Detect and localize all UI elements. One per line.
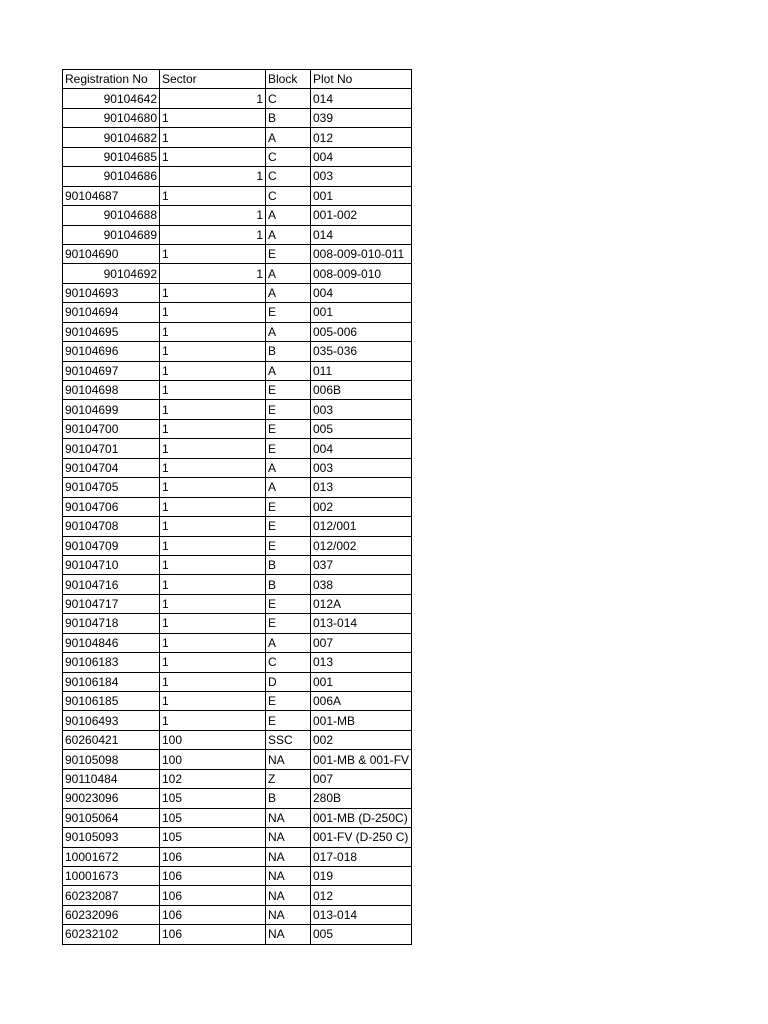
table-row <box>63 458 412 477</box>
table-row <box>63 303 412 322</box>
sector-cell: 1 <box>160 536 266 555</box>
registration-no-cell: 90105064 <box>63 808 160 827</box>
registration-no-cell: 90104685 <box>63 147 160 166</box>
plot-no-cell: 006A <box>311 692 412 711</box>
sector-cell: 106 <box>160 866 266 885</box>
registration-no-cell: 90104687 <box>63 186 160 205</box>
table-row <box>63 206 412 225</box>
sector-cell: 1 <box>160 89 266 108</box>
plot-no-cell: 013-014 <box>311 905 412 924</box>
table-row <box>63 555 412 574</box>
sector-cell: 105 <box>160 808 266 827</box>
sector-cell: 1 <box>160 517 266 536</box>
registration-no-cell: 90104692 <box>63 264 160 283</box>
sector-cell: 1 <box>160 244 266 263</box>
sector-cell: 1 <box>160 439 266 458</box>
sector-cell: 106 <box>160 886 266 905</box>
registration-no-cell: 90106493 <box>63 711 160 730</box>
plot-no-cell: 001-002 <box>311 206 412 225</box>
table-row <box>63 789 412 808</box>
table-row <box>63 283 412 302</box>
sector-cell: 1 <box>160 322 266 341</box>
registration-no-cell: 90104709 <box>63 536 160 555</box>
block-cell: E <box>266 497 311 516</box>
plot-no-cell: 005 <box>311 925 412 944</box>
table-row <box>63 478 412 497</box>
sector-cell: 100 <box>160 730 266 749</box>
registration-no-cell: 90105098 <box>63 750 160 769</box>
sector-cell: 1 <box>160 381 266 400</box>
block-cell: E <box>266 439 311 458</box>
table-row <box>63 186 412 205</box>
plot-no-cell: 006B <box>311 381 412 400</box>
registration-no-cell: 90104642 <box>63 89 160 108</box>
block-cell: Z <box>266 769 311 788</box>
table-row <box>63 750 412 769</box>
block-cell: E <box>266 711 311 730</box>
registration-no-cell: 10001673 <box>63 866 160 885</box>
block-cell: B <box>266 575 311 594</box>
plot-no-cell: 007 <box>311 633 412 652</box>
block-cell: C <box>266 186 311 205</box>
table-row <box>63 847 412 866</box>
sector-cell: 1 <box>160 672 266 691</box>
table-row <box>63 264 412 283</box>
block-cell: A <box>266 361 311 380</box>
registration-no-cell: 90106184 <box>63 672 160 691</box>
sector-cell: 1 <box>160 497 266 516</box>
block-cell: A <box>266 633 311 652</box>
table-row <box>63 925 412 944</box>
table-row <box>63 244 412 263</box>
plot-no-cell: 012 <box>311 128 412 147</box>
registration-no-cell: 60232102 <box>63 925 160 944</box>
table-row <box>63 439 412 458</box>
sector-cell: 1 <box>160 342 266 361</box>
sector-cell: 1 <box>160 633 266 652</box>
block-cell: B <box>266 108 311 127</box>
plot-no-cell: 008-009-010 <box>311 264 412 283</box>
header-row <box>63 70 412 89</box>
table-row <box>63 517 412 536</box>
registration-no-cell: 90104701 <box>63 439 160 458</box>
block-cell: NA <box>266 808 311 827</box>
sector-cell: 1 <box>160 478 266 497</box>
table-row <box>63 497 412 516</box>
plot-no-cell: 012A <box>311 594 412 613</box>
sector-cell: 1 <box>160 575 266 594</box>
block-cell: A <box>266 225 311 244</box>
block-cell: E <box>266 419 311 438</box>
table-row <box>63 905 412 924</box>
plot-no-cell: 035-036 <box>311 342 412 361</box>
registration-no-cell: 90104700 <box>63 419 160 438</box>
block-cell: NA <box>266 866 311 885</box>
sector-cell: 1 <box>160 264 266 283</box>
table-row <box>63 342 412 361</box>
registration-no-cell: 90104706 <box>63 497 160 516</box>
registration-no-cell: 90104689 <box>63 225 160 244</box>
table-row <box>63 400 412 419</box>
registration-no-cell: 60260421 <box>63 730 160 749</box>
sector-cell: 106 <box>160 905 266 924</box>
plot-no-cell: 280B <box>311 789 412 808</box>
plot-no-cell: 007 <box>311 769 412 788</box>
registration-no-cell: 90104697 <box>63 361 160 380</box>
table-row <box>63 381 412 400</box>
registration-no-cell: 60232096 <box>63 905 160 924</box>
table-row <box>63 653 412 672</box>
block-cell: A <box>266 128 311 147</box>
registration-table <box>62 69 412 945</box>
sector-cell: 1 <box>160 692 266 711</box>
sector-cell: 1 <box>160 108 266 127</box>
sector-cell: 1 <box>160 594 266 613</box>
plot-no-cell: 005-006 <box>311 322 412 341</box>
table-row <box>63 769 412 788</box>
plot-no-cell: 002 <box>311 497 412 516</box>
header-sector: Sector <box>160 70 266 89</box>
plot-no-cell: 001 <box>311 672 412 691</box>
block-cell: E <box>266 244 311 263</box>
block-cell: E <box>266 594 311 613</box>
registration-no-cell: 90104682 <box>63 128 160 147</box>
table-row <box>63 322 412 341</box>
sector-cell: 102 <box>160 769 266 788</box>
sector-cell: 1 <box>160 167 266 186</box>
registration-no-cell: 90104710 <box>63 555 160 574</box>
registration-no-cell: 90104705 <box>63 478 160 497</box>
registration-no-cell: 90104698 <box>63 381 160 400</box>
registration-no-cell: 90104717 <box>63 594 160 613</box>
table-row <box>63 711 412 730</box>
registration-no-cell: 90104688 <box>63 206 160 225</box>
plot-no-cell: 017-018 <box>311 847 412 866</box>
registration-no-cell: 90105093 <box>63 828 160 847</box>
block-cell: C <box>266 147 311 166</box>
sector-cell: 1 <box>160 206 266 225</box>
plot-no-cell: 013-014 <box>311 614 412 633</box>
header-registration-no: Registration No <box>63 70 160 89</box>
registration-no-cell: 90106183 <box>63 653 160 672</box>
block-cell: NA <box>266 925 311 944</box>
registration-no-cell: 90104694 <box>63 303 160 322</box>
plot-no-cell: 037 <box>311 555 412 574</box>
plot-no-cell: 004 <box>311 283 412 302</box>
block-cell: D <box>266 672 311 691</box>
table-row <box>63 692 412 711</box>
block-cell: A <box>266 283 311 302</box>
block-cell: A <box>266 458 311 477</box>
table-row <box>63 886 412 905</box>
plot-no-cell: 003 <box>311 400 412 419</box>
block-cell: E <box>266 303 311 322</box>
plot-no-cell: 001 <box>311 303 412 322</box>
block-cell: SSC <box>266 730 311 749</box>
sector-cell: 1 <box>160 614 266 633</box>
plot-no-cell: 013 <box>311 478 412 497</box>
sector-cell: 105 <box>160 789 266 808</box>
plot-no-cell: 001-FV (D-250 C) <box>311 828 412 847</box>
table-row <box>63 108 412 127</box>
plot-no-cell: 004 <box>311 439 412 458</box>
sector-cell: 1 <box>160 186 266 205</box>
registration-no-cell: 90104846 <box>63 633 160 652</box>
table-row <box>63 614 412 633</box>
registration-no-cell: 90104696 <box>63 342 160 361</box>
registration-no-cell: 60232087 <box>63 886 160 905</box>
block-cell: E <box>266 536 311 555</box>
sector-cell: 100 <box>160 750 266 769</box>
plot-no-cell: 002 <box>311 730 412 749</box>
block-cell: C <box>266 89 311 108</box>
registration-no-cell: 90104718 <box>63 614 160 633</box>
block-cell: A <box>266 322 311 341</box>
plot-no-cell: 004 <box>311 147 412 166</box>
table-row <box>63 633 412 652</box>
table-row <box>63 730 412 749</box>
sector-cell: 105 <box>160 828 266 847</box>
registration-no-cell: 90106185 <box>63 692 160 711</box>
registration-no-cell: 90023096 <box>63 789 160 808</box>
plot-no-cell: 001-MB & 001-FV <box>311 750 412 769</box>
sector-cell: 1 <box>160 419 266 438</box>
plot-no-cell: 011 <box>311 361 412 380</box>
sector-cell: 106 <box>160 847 266 866</box>
table-row <box>63 808 412 827</box>
block-cell: NA <box>266 828 311 847</box>
sector-cell: 1 <box>160 128 266 147</box>
sector-cell: 1 <box>160 303 266 322</box>
table-row <box>63 419 412 438</box>
table-row <box>63 147 412 166</box>
registration-no-cell: 90104695 <box>63 322 160 341</box>
registration-no-cell: 90104686 <box>63 167 160 186</box>
registration-no-cell: 90104708 <box>63 517 160 536</box>
sector-cell: 1 <box>160 361 266 380</box>
table-row <box>63 167 412 186</box>
header-block: Block <box>266 70 311 89</box>
block-cell: A <box>266 478 311 497</box>
plot-no-cell: 001 <box>311 186 412 205</box>
sector-cell: 1 <box>160 225 266 244</box>
block-cell: NA <box>266 847 311 866</box>
registration-no-cell: 90104680 <box>63 108 160 127</box>
block-cell: E <box>266 614 311 633</box>
table-row <box>63 89 412 108</box>
sector-cell: 1 <box>160 400 266 419</box>
plot-no-cell: 003 <box>311 167 412 186</box>
plot-no-cell: 005 <box>311 419 412 438</box>
block-cell: E <box>266 400 311 419</box>
plot-no-cell: 019 <box>311 866 412 885</box>
registration-no-cell: 90104716 <box>63 575 160 594</box>
block-cell: NA <box>266 886 311 905</box>
block-cell: E <box>266 381 311 400</box>
registration-no-cell: 90104690 <box>63 244 160 263</box>
plot-no-cell: 001-MB (D-250C) <box>311 808 412 827</box>
table-row <box>63 594 412 613</box>
header-plot-no: Plot No <box>311 70 412 89</box>
plot-no-cell: 013 <box>311 653 412 672</box>
plot-no-cell: 008-009-010-011 <box>311 244 412 263</box>
sector-cell: 106 <box>160 925 266 944</box>
plot-no-cell: 012/002 <box>311 536 412 555</box>
plot-no-cell: 012/001 <box>311 517 412 536</box>
registration-no-cell: 90104704 <box>63 458 160 477</box>
block-cell: NA <box>266 905 311 924</box>
table-row <box>63 361 412 380</box>
block-cell: NA <box>266 750 311 769</box>
table-row <box>63 672 412 691</box>
plot-no-cell: 014 <box>311 89 412 108</box>
registration-no-cell: 90110484 <box>63 769 160 788</box>
table-row <box>63 128 412 147</box>
registration-no-cell: 90104693 <box>63 283 160 302</box>
sector-cell: 1 <box>160 147 266 166</box>
sector-cell: 1 <box>160 283 266 302</box>
table-row <box>63 575 412 594</box>
plot-no-cell: 003 <box>311 458 412 477</box>
plot-no-cell: 001-MB <box>311 711 412 730</box>
sector-cell: 1 <box>160 653 266 672</box>
plot-no-cell: 012 <box>311 886 412 905</box>
block-cell: E <box>266 692 311 711</box>
registration-no-cell: 90104699 <box>63 400 160 419</box>
table-row <box>63 225 412 244</box>
block-cell: A <box>266 206 311 225</box>
block-cell: A <box>266 264 311 283</box>
plot-no-cell: 038 <box>311 575 412 594</box>
plot-no-cell: 014 <box>311 225 412 244</box>
registration-no-cell: 10001672 <box>63 847 160 866</box>
block-cell: C <box>266 167 311 186</box>
block-cell: B <box>266 555 311 574</box>
block-cell: E <box>266 517 311 536</box>
block-cell: B <box>266 789 311 808</box>
table-row <box>63 866 412 885</box>
plot-no-cell: 039 <box>311 108 412 127</box>
table-row <box>63 536 412 555</box>
sector-cell: 1 <box>160 458 266 477</box>
table-row <box>63 828 412 847</box>
block-cell: B <box>266 342 311 361</box>
block-cell: C <box>266 653 311 672</box>
sector-cell: 1 <box>160 555 266 574</box>
sector-cell: 1 <box>160 711 266 730</box>
